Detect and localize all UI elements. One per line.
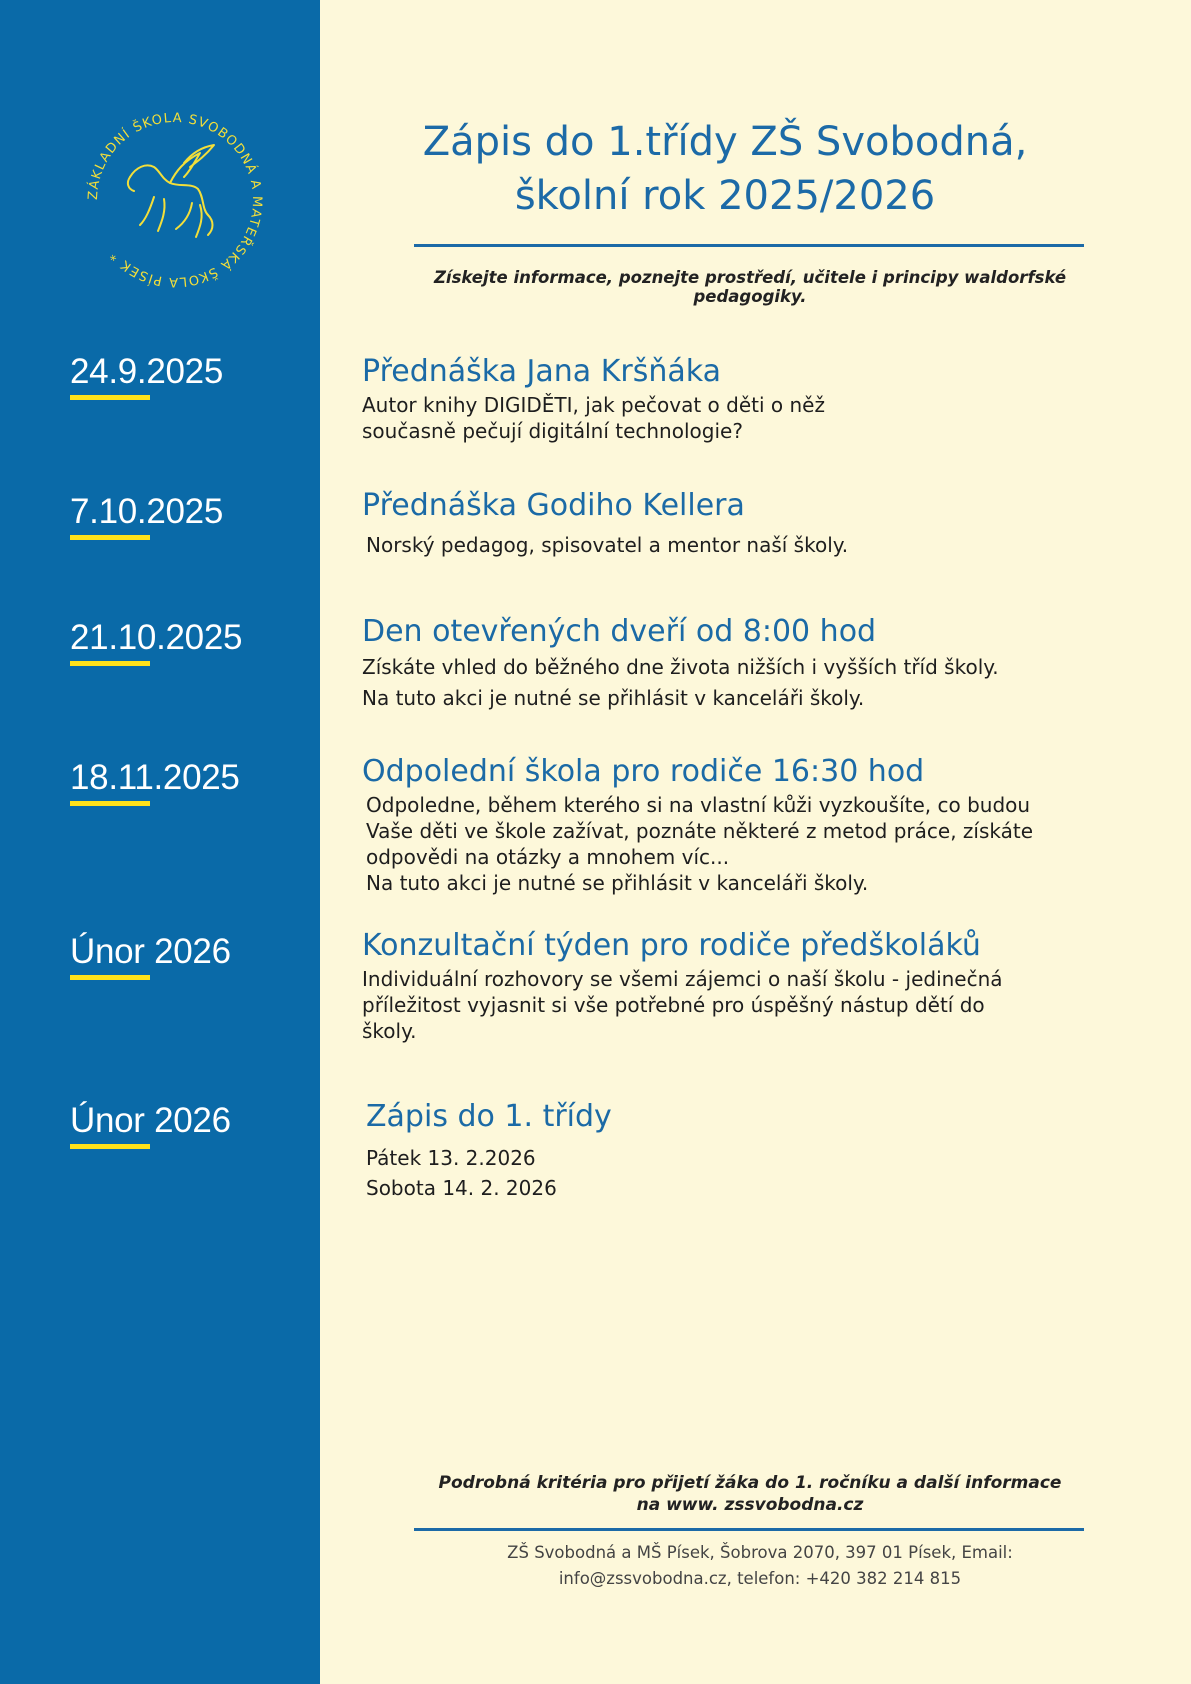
title-line-2: školní rok 2025/2026	[514, 173, 936, 219]
date-underline	[70, 535, 150, 540]
pegasus-icon	[128, 145, 214, 237]
date-underline	[70, 975, 150, 980]
footer-divider	[414, 1528, 1084, 1531]
event-title: Zápis do 1. třídy	[366, 1099, 612, 1134]
event-date	[70, 932, 231, 972]
event-date-text: 7.10.2025	[70, 492, 224, 531]
event-item	[362, 486, 1152, 558]
event-item	[362, 352, 1152, 444]
event-description: Odpoledne, během kterého si na vlastní kůži vyzkoušíte, co budou Vaše děti ve škole zažívat, poznáte některé z metod práce, získáte odpovědi na otázky a mnohem víc... Na tuto akci je nutné se přihlásit v kanceláři školy.	[366, 793, 1034, 895]
logo-ring-text: ZÁKLADNÍ ŠKOLA SVOBODNÁ A MATEŘSKÁ ŠKOLA PÍSEK *	[85, 110, 265, 290]
event-description: Norský pedagog, spisovatel a mentor naší školy.	[366, 533, 849, 557]
address-line-1: ZŠ Svobodná a MŠ Písek, Šobrova 2070, 397 01 Písek, Email:	[507, 1543, 1013, 1562]
title-divider	[414, 244, 1084, 247]
event-description: Individuální rozhovory se všemi zájemci o naší školu - jedinečná příležitost vyjasnit si vše potřebné pro úspěšný nástup dětí do školy.	[362, 967, 1003, 1043]
subtitle: Získejte informace, poznejte prostředí, učitele i principy waldorfské pedagogiky.	[433, 268, 1067, 306]
footer-note-line-2: na www. zssvobodna.cz	[636, 1495, 864, 1515]
event-date	[70, 352, 223, 392]
sidebar	[0, 0, 320, 1684]
event-description: Autor knihy DIGIDĚTI, jak pečovat o děti o něž současně pečují digitální technologie?	[362, 393, 825, 443]
event-item	[362, 752, 1152, 896]
date-underline	[70, 661, 150, 666]
event-date-text: Únor 2026	[70, 932, 231, 971]
event-title: Konzultační týden pro rodiče předškoláků	[362, 928, 981, 963]
page-title	[415, 115, 1035, 223]
footer-note-line-1: Podrobná kritéria pro přijetí žáka do 1. ročníku a další informace	[438, 1473, 1062, 1493]
date-underline	[70, 801, 150, 806]
event-date-text: 24.9.2025	[70, 352, 224, 391]
event-item	[362, 926, 1152, 1044]
school-logo	[80, 105, 270, 295]
event-date	[70, 492, 223, 532]
event-description: Získáte vhled do běžného dne života nižších i vyšších tříd školy. Na tuto akci je nutné se přihlásit v kanceláři školy.	[362, 655, 999, 710]
date-underline	[70, 1144, 150, 1149]
address-line-2: info@zssvobodna.cz, telefon: +420 382 214 815	[558, 1569, 962, 1588]
event-item	[366, 1097, 1156, 1203]
event-date	[70, 758, 240, 798]
event-date	[70, 1101, 231, 1141]
event-title: Den otevřených dveří od 8:00 hod	[362, 614, 877, 649]
event-title: Odpolední škola pro rodiče 16:30 hod	[362, 754, 925, 789]
title-line-1: Zápis do 1.třídy ZŠ Svobodná,	[422, 119, 1028, 165]
event-title: Přednáška Jana Kršňáka	[362, 354, 721, 389]
event-date-text: 18.11.2025	[70, 758, 240, 797]
footer-note	[420, 1472, 1080, 1516]
contact-address	[430, 1540, 1090, 1592]
event-date	[70, 618, 242, 658]
event-item	[362, 612, 1152, 714]
event-date-text: Únor 2026	[70, 1101, 231, 1140]
event-description: Pátek 13. 2.2026 Sobota 14. 2. 2026	[366, 1146, 557, 1200]
event-title: Přednáška Godiho Kellera	[362, 488, 745, 523]
date-underline	[70, 395, 150, 400]
event-date-text: 21.10.2025	[70, 618, 243, 657]
